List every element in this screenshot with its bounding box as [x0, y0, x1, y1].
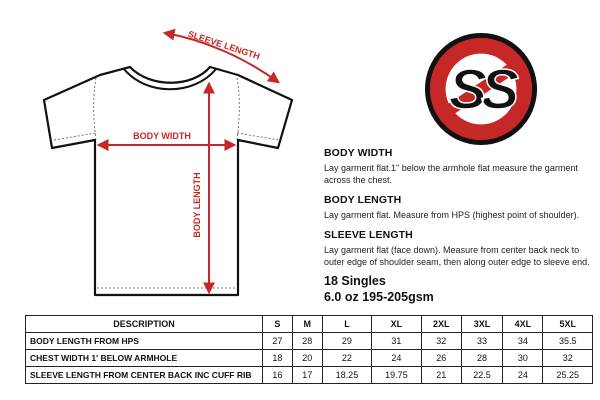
body-width-title: BODY WIDTH — [324, 147, 393, 159]
fabric-singles: 18 Singles — [324, 274, 386, 288]
body-length-label: BODY LENGTH — [192, 172, 202, 238]
table-cell: 21 — [421, 367, 461, 384]
table-cell: 18 — [263, 350, 293, 367]
table-row — [26, 350, 593, 367]
column-header: 5XL — [543, 316, 593, 333]
table-cell: 28 — [292, 333, 322, 350]
sleeve-length-title: SLEEVE LENGTH — [324, 229, 413, 241]
row-label: CHEST WIDTH 1' BELOW ARMHOLE — [26, 350, 263, 367]
table-cell: 30 — [503, 350, 543, 367]
column-header: 3XL — [461, 316, 503, 333]
body-width-label: BODY WIDTH — [133, 131, 191, 141]
table-row — [26, 367, 593, 384]
table-cell: 31 — [372, 333, 422, 350]
column-header: L — [322, 316, 372, 333]
tshirt-outline — [44, 67, 292, 295]
table-cell: 34 — [503, 333, 543, 350]
table-cell: 28 — [461, 350, 503, 367]
table-cell: 26 — [421, 350, 461, 367]
table-cell: 25.25 — [543, 367, 593, 384]
table-cell: 33 — [461, 333, 503, 350]
sleeve-length-label: SLEEVE LENGTH — [186, 28, 262, 62]
column-header: XL — [372, 316, 422, 333]
fabric-specs — [324, 273, 434, 305]
table-cell: 18.25 — [322, 367, 372, 384]
tshirt-measurement-diagram — [0, 0, 320, 310]
fabric-weight: 6.0 oz 195-205gsm — [324, 290, 434, 304]
table-cell: 32 — [421, 333, 461, 350]
table-cell: 17 — [292, 367, 322, 384]
table-cell: 35.5 — [543, 333, 593, 350]
measurement-descriptions — [324, 147, 594, 276]
table-header-row — [26, 316, 593, 333]
table-cell: 24 — [372, 350, 422, 367]
body-length-text: Lay garment flat. Measure from HPS (highest point of shoulder). — [324, 210, 580, 220]
body-width-text: Lay garment flat.1" below the armhole flat measure the garment across the chest. — [324, 163, 578, 185]
table-cell: 20 — [292, 350, 322, 367]
row-label: SLEEVE LENGTH FROM CENTER BACK INC CUFF RIB — [26, 367, 263, 384]
column-header: M — [292, 316, 322, 333]
table-cell: 24 — [503, 367, 543, 384]
table-cell: 22 — [322, 350, 372, 367]
logo-letters: SS — [448, 57, 514, 122]
table-cell: 32 — [543, 350, 593, 367]
table-cell: 19.75 — [372, 367, 422, 384]
table-row — [26, 333, 593, 350]
table-cell: 16 — [263, 367, 293, 384]
column-header: DESCRIPTION — [26, 316, 263, 333]
body-length-title: BODY LENGTH — [324, 194, 402, 206]
table-cell: 27 — [263, 333, 293, 350]
size-chart-table — [25, 315, 593, 384]
brand-logo — [422, 30, 540, 148]
table-cell: 29 — [322, 333, 372, 350]
table-cell: 22.5 — [461, 367, 503, 384]
column-header: 4XL — [503, 316, 543, 333]
column-header: 2XL — [421, 316, 461, 333]
sleeve-length-text: Lay garment flat (face down). Measure from center back neck to outer edge of shoulder seam, then along outer edge to sleeve end. — [324, 245, 590, 267]
column-header: S — [263, 316, 293, 333]
row-label: BODY LENGTH FROM HPS — [26, 333, 263, 350]
